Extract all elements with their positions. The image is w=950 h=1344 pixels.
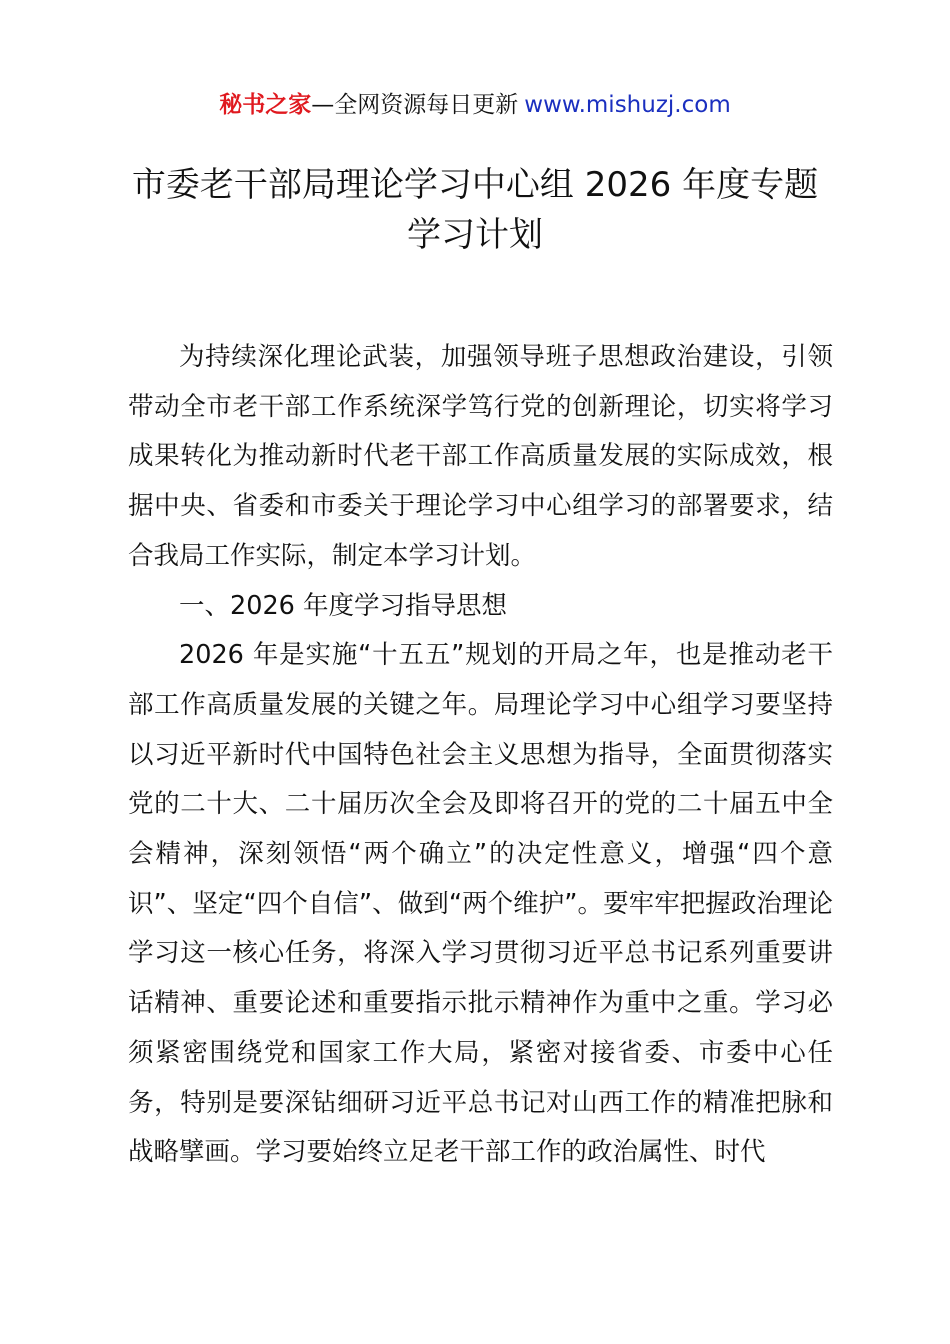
site-url-link[interactable]: www.mishuzj.com <box>524 92 731 118</box>
title-line-1: 市委老干部局理论学习中心组 2026 年度专题 <box>131 165 819 205</box>
header-tagline: —全网资源每日更新 <box>311 92 519 118</box>
brand-name: 秘书之家 <box>219 92 312 118</box>
document-body <box>128 333 833 1178</box>
site-header <box>0 88 950 122</box>
section-heading: 一、2026 年度学习指导思想 <box>179 590 508 621</box>
document-title <box>60 160 890 260</box>
section-paragraph: 2026 年是实施“十五五”规划的开局之年，也是推动老干部工作高质量发展的关键之年。局理论学习中心组学习要坚持以习近平新时代中国特色社会主义思想为指导，全面贯彻落实党的二十大、二十届历次全会及即将召开的党的二十届五中全会精神，深刻领悟“两个确立”的决定性意义，增强“四个意识”、坚定“四个自信”、做到“两个维护”。要牢牢把握政治理论学习这一核心任务，将深入学习贯彻习近平总书记系列重要讲话精神、重要论述和重要指示批示精神作为重中之重。学习必须紧密围绕党和国家工作大局，紧密对接省委、市委中心任务，特别是要深钻细研习近平总书记对山西工作的精准把脉和战略擘画。学习要始终立足老干部工作的政治属性、时代 <box>128 640 833 1168</box>
title-line-2: 学习计划 <box>407 215 543 255</box>
intro-paragraph: 为持续深化理论武装，加强领导班子思想政治建设，引领带动全市老干部工作系统深学笃行党的创新理论，切实将学习成果转化为推动新时代老干部工作高质量发展的实际成效，根据中央、省委和市委关于理论学习中心组学习的部署要求，结合我局工作实际，制定本学习计划。 <box>128 342 833 571</box>
